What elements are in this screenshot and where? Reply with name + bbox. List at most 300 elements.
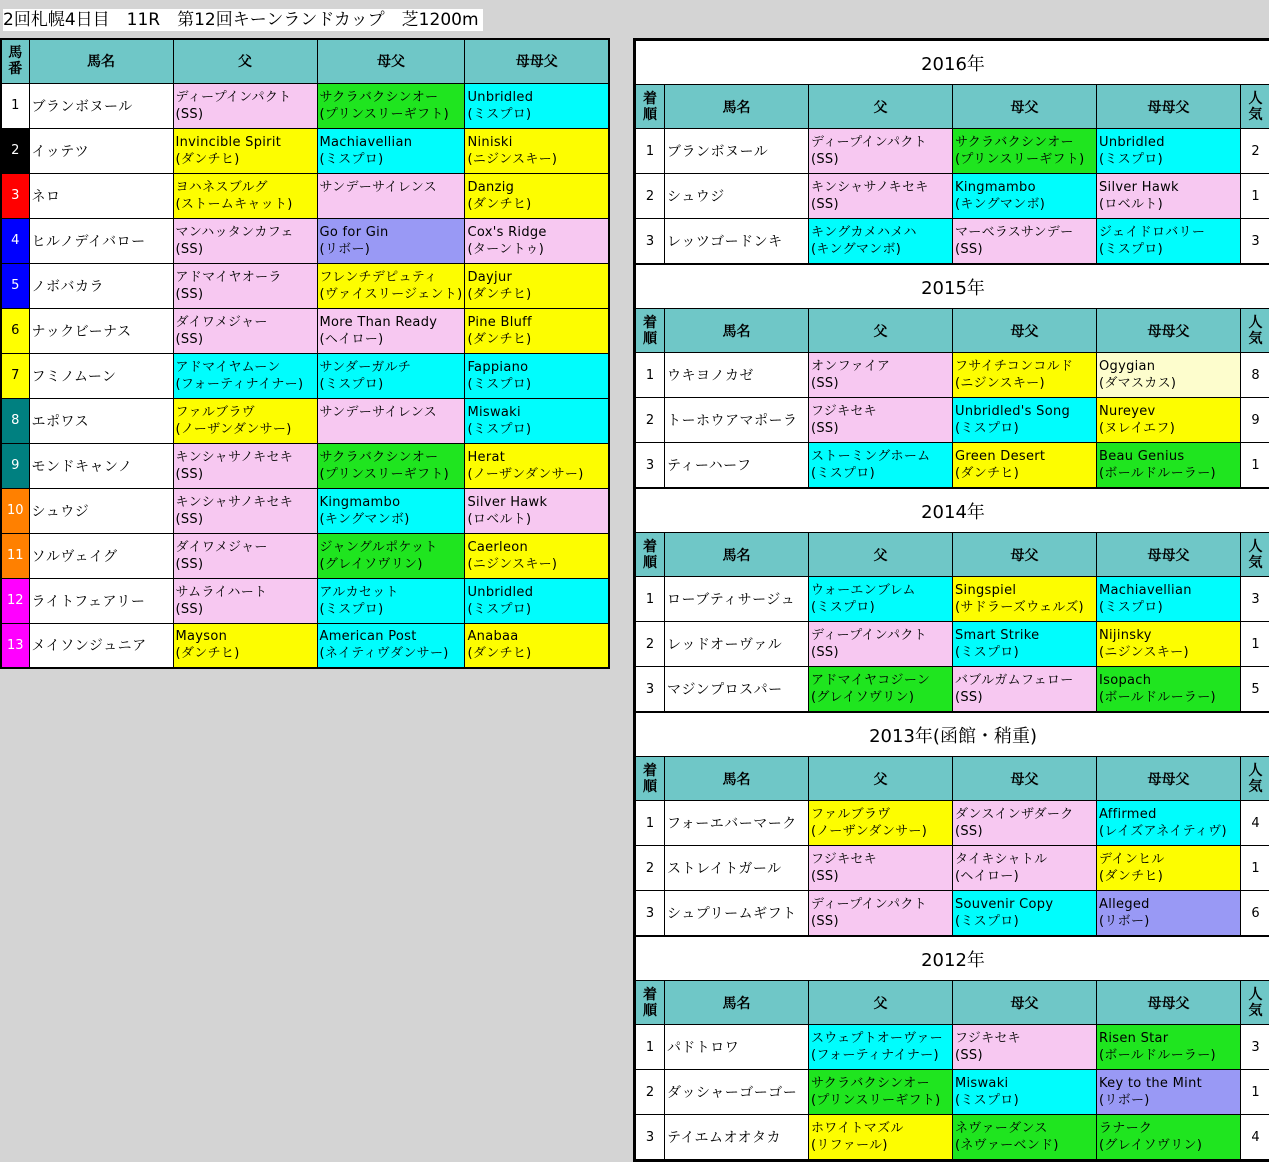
sire-cell-line: (フォーティナイナー): [811, 1048, 939, 1063]
dam-sire-cell-line: (ネイティヴダンサー): [319, 646, 449, 662]
header-popularity: 人 気: [1241, 85, 1269, 129]
dam-sire-cell-line: (ミスプロ): [955, 914, 1019, 929]
sire-cell: [809, 129, 953, 174]
popularity: 5: [1241, 667, 1269, 712]
dam-dam-sire-cell: [465, 533, 609, 578]
sire-cell: [809, 443, 953, 488]
header-popularity: 人 気: [1241, 533, 1269, 577]
year-title: 2016年: [636, 41, 1269, 85]
sire-cell: [173, 533, 317, 578]
dam-sire-cell-line: (ニジンスキー): [955, 376, 1045, 391]
dam-sire-cell: [317, 83, 465, 128]
header-rank: 着 順: [636, 309, 665, 353]
dam-sire-cell: [953, 1115, 1097, 1160]
popularity: 8: [1241, 353, 1269, 398]
sire-cell: [809, 1115, 953, 1160]
dam-dam-sire-cell-horse: Pine Bluff: [467, 314, 532, 330]
sire-cell-line: (SS): [811, 152, 839, 167]
sire-cell: [809, 1025, 953, 1070]
sire-cell-line: (SS): [811, 914, 839, 929]
dam-sire-cell: [317, 218, 465, 263]
header-rank: 着 順: [636, 85, 665, 129]
dam-dam-sire-cell: [465, 623, 609, 668]
header-dam-sire: 母父: [953, 85, 1097, 129]
history-header-row: [636, 981, 1269, 1025]
header-dam-sire: 母父: [953, 757, 1097, 801]
dam-sire-cell-line: (ミスプロ): [319, 601, 384, 617]
dam-dam-sire-cell-line: (ダンチヒ): [1099, 869, 1164, 884]
horse-name: ノボバカラ: [29, 263, 173, 308]
dam-dam-sire-cell-horse: Anabaa: [467, 629, 519, 645]
horse-name: ウキヨノカゼ: [665, 353, 809, 398]
sire-cell-horse: マンハッタンカフェ: [175, 224, 294, 240]
history-row: [636, 667, 1269, 712]
history-row: [636, 219, 1269, 264]
header-name: 馬名: [665, 981, 809, 1025]
gate-number: 3: [1, 173, 29, 218]
sire-cell-line: (SS): [811, 869, 839, 884]
horse-name: ブランボヌール: [29, 83, 173, 128]
sire-cell-horse: フジキセキ: [811, 852, 877, 867]
dam-sire-cell: [953, 174, 1097, 219]
history-row: [636, 353, 1269, 398]
dam-sire-cell-horse: Smart Strike: [955, 628, 1040, 643]
dam-sire-cell-horse: Kingmambo: [319, 494, 401, 510]
gate-number: 5: [1, 263, 29, 308]
dam-sire-cell: [317, 308, 465, 353]
dam-dam-sire-cell: [1097, 353, 1241, 398]
dam-sire-cell: [953, 801, 1097, 846]
horse-name: シュプリームギフト: [665, 891, 809, 936]
sire-cell-line: (ノーザンダンサー): [811, 824, 928, 839]
sire-cell: [173, 263, 317, 308]
entry-row: [1, 488, 609, 533]
sire-cell: [173, 353, 317, 398]
history-row: [636, 398, 1269, 443]
dam-dam-sire-cell-horse: Dayjur: [467, 269, 513, 285]
sire-cell-horse: ダイワメジャー: [175, 314, 268, 330]
sire-cell-line: (SS): [811, 376, 839, 391]
horse-name: シュウジ: [665, 174, 809, 219]
header-name: 馬名: [665, 309, 809, 353]
dam-dam-sire-cell-horse: Caerleon: [467, 539, 529, 555]
dam-dam-sire-cell-line: (ボールドルーラー): [1099, 466, 1216, 481]
sire-cell-line: (SS): [811, 645, 839, 660]
dam-sire-cell: [317, 533, 465, 578]
dam-dam-sire-cell: [465, 308, 609, 353]
header-name: 馬名: [29, 39, 173, 83]
finish-rank: 1: [636, 801, 665, 846]
sire-cell-horse: サムライハート: [175, 584, 268, 600]
dam-sire-cell-horse: サンデーサイレンス: [319, 404, 437, 420]
dam-dam-sire-cell: [465, 578, 609, 623]
header-dam-dam-sire: 母母父: [1097, 533, 1241, 577]
history-row: [636, 801, 1269, 846]
dam-dam-sire-cell: [1097, 667, 1241, 712]
popularity: 4: [1241, 1115, 1269, 1160]
dam-sire-cell-horse: ジャングルポケット: [319, 539, 438, 555]
dam-dam-sire-cell-horse: Herat: [467, 449, 506, 465]
sire-cell-horse: ホワイトマズル: [811, 1121, 904, 1136]
popularity: 4: [1241, 801, 1269, 846]
popularity: 1: [1241, 443, 1269, 488]
sire-cell: [809, 174, 953, 219]
dam-sire-cell-line: (サドラーズウェルズ): [955, 600, 1084, 615]
sire-cell: [173, 488, 317, 533]
dam-dam-sire-cell-line: (ニジンスキー): [467, 556, 558, 572]
entry-row: [1, 263, 609, 308]
header-sire: 父: [173, 39, 317, 83]
dam-sire-cell-horse: サンデーサイレンス: [319, 179, 437, 195]
entry-row: [1, 308, 609, 353]
header-dam-dam-sire: 母母父: [1097, 981, 1241, 1025]
finish-rank: 1: [636, 353, 665, 398]
gate-number: 4: [1, 218, 29, 263]
year-title: 2012年: [636, 937, 1269, 981]
dam-sire-cell-line: (ミスプロ): [955, 645, 1019, 660]
dam-dam-sire-cell: [1097, 577, 1241, 622]
dam-dam-sire-cell-line: (ミスプロ): [467, 421, 532, 437]
finish-rank: 3: [636, 667, 665, 712]
dam-dam-sire-cell: [465, 263, 609, 308]
history-row: [636, 129, 1269, 174]
header-sire: 父: [809, 981, 953, 1025]
dam-dam-sire-cell-line: (ノーザンダンサー): [467, 466, 584, 482]
gate-number: 12: [1, 578, 29, 623]
horse-name: レッツゴードンキ: [665, 219, 809, 264]
dam-dam-sire-cell-horse: Cox's Ridge: [467, 224, 547, 240]
dam-dam-sire-cell-line: (ミスプロ): [467, 376, 532, 392]
dam-sire-cell: [953, 219, 1097, 264]
history-year-table: [635, 40, 1269, 264]
sire-cell: [173, 578, 317, 623]
finish-rank: 1: [636, 129, 665, 174]
dam-sire-cell: [317, 488, 465, 533]
dam-dam-sire-cell-horse: Unbridled: [1099, 135, 1165, 150]
sire-cell-horse: キンシャサノキセキ: [175, 494, 294, 510]
horse-name: パドトロワ: [665, 1025, 809, 1070]
dam-sire-cell-line: (キングマンボ): [319, 511, 410, 527]
entry-row: [1, 218, 609, 263]
sire-cell-line: (SS): [175, 511, 204, 527]
header-dam-sire: 母父: [317, 39, 465, 83]
dam-sire-cell-line: (SS): [955, 690, 983, 705]
horse-name: レッドオーヴァル: [665, 622, 809, 667]
dam-dam-sire-cell: [1097, 622, 1241, 667]
dam-dam-sire-cell: [465, 173, 609, 218]
sire-cell-line: (グレイソヴリン): [811, 690, 915, 705]
entry-row: [1, 398, 609, 443]
sire-cell-horse: アドマイヤムーン: [175, 359, 281, 375]
history-panel: [633, 38, 1269, 1162]
gate-number: 2: [1, 128, 29, 173]
sire-cell: [173, 398, 317, 443]
horse-name: ソルヴェイグ: [29, 533, 173, 578]
dam-sire-cell-line: (プリンスリーギフト): [319, 106, 450, 122]
dam-sire-cell-horse: More Than Ready: [319, 314, 438, 330]
dam-dam-sire-cell-line: (グレイソヴリン): [1099, 1138, 1203, 1153]
dam-sire-cell-line: (SS): [955, 1048, 983, 1063]
history-header-row: [636, 85, 1269, 129]
sire-cell-line: (ミスプロ): [811, 600, 875, 615]
horse-name: ブランボヌール: [665, 129, 809, 174]
sire-cell-line: (SS): [175, 331, 204, 347]
dam-dam-sire-cell-horse: Alleged: [1099, 897, 1150, 912]
dam-dam-sire-cell-horse: Nureyev: [1099, 404, 1156, 419]
entry-row: [1, 578, 609, 623]
dam-sire-cell-line: (プリンスリーギフト): [319, 466, 450, 482]
finish-rank: 3: [636, 891, 665, 936]
entry-row: [1, 83, 609, 128]
dam-sire-cell-line: (ミスプロ): [955, 421, 1019, 436]
header-dam-sire: 母父: [953, 981, 1097, 1025]
dam-sire-cell-line: (ミスプロ): [319, 151, 384, 167]
dam-dam-sire-cell-line: (ミスプロ): [1099, 152, 1163, 167]
year-title: 2014年: [636, 489, 1269, 533]
dam-dam-sire-cell-horse: デインヒル: [1099, 852, 1165, 867]
dam-dam-sire-cell: [1097, 398, 1241, 443]
finish-rank: 3: [636, 443, 665, 488]
popularity: 3: [1241, 577, 1269, 622]
dam-sire-cell: [953, 622, 1097, 667]
horse-name: ナックビーナス: [29, 308, 173, 353]
dam-sire-cell: [953, 667, 1097, 712]
dam-sire-cell-line: (SS): [955, 824, 983, 839]
dam-dam-sire-cell-line: (リボー): [1099, 1093, 1150, 1108]
dam-dam-sire-cell: [465, 353, 609, 398]
dam-dam-sire-cell-horse: Risen Star: [1099, 1031, 1169, 1046]
dam-sire-cell: [317, 398, 465, 443]
dam-dam-sire-cell-horse: Miswaki: [467, 404, 521, 420]
dam-sire-cell: [317, 443, 465, 488]
dam-dam-sire-cell-line: (ボールドルーラー): [1099, 1048, 1216, 1063]
dam-sire-cell-horse: ネヴァーダンス: [955, 1121, 1048, 1136]
sire-cell: [173, 218, 317, 263]
finish-rank: 2: [636, 174, 665, 219]
dam-dam-sire-cell: [465, 218, 609, 263]
gate-number: 11: [1, 533, 29, 578]
popularity: 1: [1241, 622, 1269, 667]
dam-dam-sire-cell: [1097, 174, 1241, 219]
horse-name: ダッシャーゴーゴー: [665, 1070, 809, 1115]
sire-cell: [809, 801, 953, 846]
sire-cell: [809, 846, 953, 891]
header-dam-dam-sire: 母母父: [1097, 757, 1241, 801]
sire-cell: [173, 83, 317, 128]
dam-sire-cell-line: (プリンスリーギフト): [955, 152, 1085, 167]
sire-cell-horse: キンシャサノキセキ: [175, 449, 294, 465]
sire-cell-line: (SS): [175, 106, 204, 122]
history-year-table: [635, 936, 1269, 1160]
history-row: [636, 1115, 1269, 1160]
entry-row: [1, 353, 609, 398]
header-rank: 着 順: [636, 757, 665, 801]
header-dam-dam-sire: 母母父: [1097, 85, 1241, 129]
popularity: 1: [1241, 846, 1269, 891]
header-dam-dam-sire: 母母父: [465, 39, 609, 83]
dam-sire-cell: [317, 623, 465, 668]
horse-name: ヒルノデイバロー: [29, 218, 173, 263]
horse-name: テイエムオオタカ: [665, 1115, 809, 1160]
dam-dam-sire-cell-horse: Niniski: [467, 134, 513, 150]
popularity: 1: [1241, 1070, 1269, 1115]
dam-dam-sire-cell-horse: Unbridled: [467, 584, 534, 600]
dam-sire-cell: [953, 577, 1097, 622]
history-row: [636, 622, 1269, 667]
sire-cell-horse: ディープインパクト: [175, 89, 292, 105]
horse-name: ローブティサージュ: [665, 577, 809, 622]
sire-cell-line: (SS): [175, 556, 204, 572]
entry-row: [1, 128, 609, 173]
dam-sire-cell: [317, 173, 465, 218]
history-year-table: [635, 712, 1269, 936]
sire-cell-line: (SS): [175, 286, 204, 302]
sire-cell-horse: サクラバクシンオー: [811, 1076, 930, 1091]
dam-sire-cell: [953, 1070, 1097, 1115]
dam-dam-sire-cell-line: (ダンチヒ): [467, 646, 532, 662]
dam-dam-sire-cell-horse: ジェイドロバリー: [1099, 225, 1206, 240]
dam-dam-sire-cell-horse: ラナーク: [1099, 1121, 1153, 1136]
dam-sire-cell: [953, 129, 1097, 174]
dam-dam-sire-cell-horse: Isopach: [1099, 673, 1152, 688]
history-year-table: [635, 488, 1269, 712]
header-popularity: 人 気: [1241, 757, 1269, 801]
dam-dam-sire-cell: [1097, 1115, 1241, 1160]
header-rank: 着 順: [636, 533, 665, 577]
year-row: [636, 265, 1269, 309]
header-num: 馬 番: [1, 39, 29, 83]
gate-number: 8: [1, 398, 29, 443]
sire-cell-line: (SS): [175, 601, 204, 617]
dam-dam-sire-cell-horse: Danzig: [467, 179, 515, 195]
horse-name: ストレイトガール: [665, 846, 809, 891]
horse-name: ティーハーフ: [665, 443, 809, 488]
history-header-row: [636, 757, 1269, 801]
dam-dam-sire-cell: [465, 488, 609, 533]
dam-sire-cell-horse: フサイチコンコルド: [955, 359, 1074, 374]
sire-cell: [809, 398, 953, 443]
sire-cell: [809, 1070, 953, 1115]
sire-cell-horse: キンシャサノキセキ: [811, 180, 929, 195]
dam-dam-sire-cell-line: (ヌレイエフ): [1099, 421, 1176, 436]
dam-dam-sire-cell: [1097, 891, 1241, 936]
gate-number: 10: [1, 488, 29, 533]
history-row: [636, 846, 1269, 891]
dam-dam-sire-cell: [1097, 1025, 1241, 1070]
dam-sire-cell-line: [320, 196, 463, 213]
sire-cell-line: (SS): [175, 466, 204, 482]
sire-cell-horse: ディープインパクト: [811, 628, 927, 643]
sire-cell-horse: キングカメハメハ: [811, 225, 917, 240]
history-year-table: [635, 264, 1269, 488]
dam-sire-cell-horse: タイキシャトル: [955, 852, 1048, 867]
dam-dam-sire-cell-line: (ニジンスキー): [467, 151, 558, 167]
gate-number: 6: [1, 308, 29, 353]
sire-cell-horse: Invincible Spirit: [175, 134, 282, 150]
sire-cell-horse: ダイワメジャー: [175, 539, 268, 555]
entry-row: [1, 533, 609, 578]
year-title: 2013年(函館・稍重): [636, 713, 1269, 757]
dam-sire-cell-line: (SS): [955, 242, 983, 257]
header-sire: 父: [809, 309, 953, 353]
sire-cell-horse: ディープインパクト: [811, 897, 927, 912]
dam-sire-cell: [317, 353, 465, 398]
history-header-row: [636, 533, 1269, 577]
sire-cell: [809, 353, 953, 398]
dam-dam-sire-cell-horse: Unbridled: [467, 89, 534, 105]
year-row: [636, 489, 1269, 533]
sire-cell-line: (SS): [811, 197, 839, 212]
year-row: [636, 41, 1269, 85]
dam-dam-sire-cell-horse: Nijinsky: [1099, 628, 1152, 643]
dam-dam-sire-cell-line: (ボールドルーラー): [1099, 690, 1216, 705]
finish-rank: 3: [636, 219, 665, 264]
dam-dam-sire-cell-horse: Machiavellian: [1099, 583, 1192, 598]
dam-dam-sire-cell-line: (ニジンスキー): [1099, 645, 1189, 660]
sire-cell-horse: オンファイア: [811, 359, 891, 374]
dam-sire-cell-horse: Unbridled's Song: [955, 404, 1071, 419]
entry-row: [1, 623, 609, 668]
entry-row: [1, 443, 609, 488]
sire-cell: [173, 443, 317, 488]
history-row: [636, 443, 1269, 488]
history-header-row: [636, 309, 1269, 353]
dam-dam-sire-cell: [1097, 443, 1241, 488]
dam-sire-cell-horse: アルカセット: [319, 584, 399, 600]
sire-cell-line: (SS): [811, 421, 839, 436]
dam-dam-sire-cell-line: (ミスプロ): [1099, 242, 1163, 257]
dam-sire-cell-horse: サクラバクシンオー: [319, 449, 439, 465]
sire-cell-horse: アドマイヤコジーン: [811, 673, 931, 688]
dam-dam-sire-cell: [1097, 1070, 1241, 1115]
dam-sire-cell-horse: Miswaki: [955, 1076, 1009, 1091]
dam-sire-cell-horse: フジキセキ: [955, 1031, 1021, 1046]
entry-row: [1, 173, 609, 218]
sire-cell-line: (キングマンボ): [811, 242, 902, 257]
popularity: 1: [1241, 174, 1269, 219]
header-dam-dam-sire: 母母父: [1097, 309, 1241, 353]
page-title: 2回札幌4日目 11R 第12回キーンランドカップ 芝1200m: [3, 9, 483, 31]
dam-sire-cell-line: (ヴァイスリージェント): [319, 286, 463, 302]
dam-dam-sire-cell-horse: Ogygian: [1099, 359, 1156, 374]
horse-name: トーホウアマポーラ: [665, 398, 809, 443]
sire-cell-horse: ディープインパクト: [811, 135, 927, 150]
dam-sire-cell-line: (リボー): [319, 241, 371, 257]
gate-number: 1: [1, 83, 29, 128]
gate-number: 9: [1, 443, 29, 488]
dam-dam-sire-cell-line: (ロベルト): [467, 511, 532, 527]
header-dam-sire: 母父: [953, 533, 1097, 577]
dam-dam-sire-cell: [1097, 801, 1241, 846]
history-row: [636, 1070, 1269, 1115]
sire-cell-line: (プリンスリーギフト): [811, 1093, 941, 1108]
sire-cell-line: (リファール): [811, 1138, 888, 1153]
dam-sire-cell-horse: ダンスインザダーク: [955, 807, 1074, 822]
dam-sire-cell-line: [320, 421, 463, 438]
sire-cell-line: (SS): [175, 241, 204, 257]
horse-name: モンドキャンノ: [29, 443, 173, 488]
dam-sire-cell: [953, 443, 1097, 488]
header-rank: 着 順: [636, 981, 665, 1025]
popularity: 3: [1241, 1025, 1269, 1070]
dam-dam-sire-cell-horse: Silver Hawk: [1099, 180, 1179, 195]
dam-sire-cell-horse: バブルガムフェロー: [955, 673, 1074, 688]
dam-sire-cell-horse: サクラバクシンオー: [319, 89, 439, 105]
header-sire: 父: [809, 757, 953, 801]
dam-sire-cell-line: (キングマンボ): [955, 197, 1046, 212]
header-name: 馬名: [665, 85, 809, 129]
dam-sire-cell-line: (ヘイロー): [319, 331, 384, 347]
